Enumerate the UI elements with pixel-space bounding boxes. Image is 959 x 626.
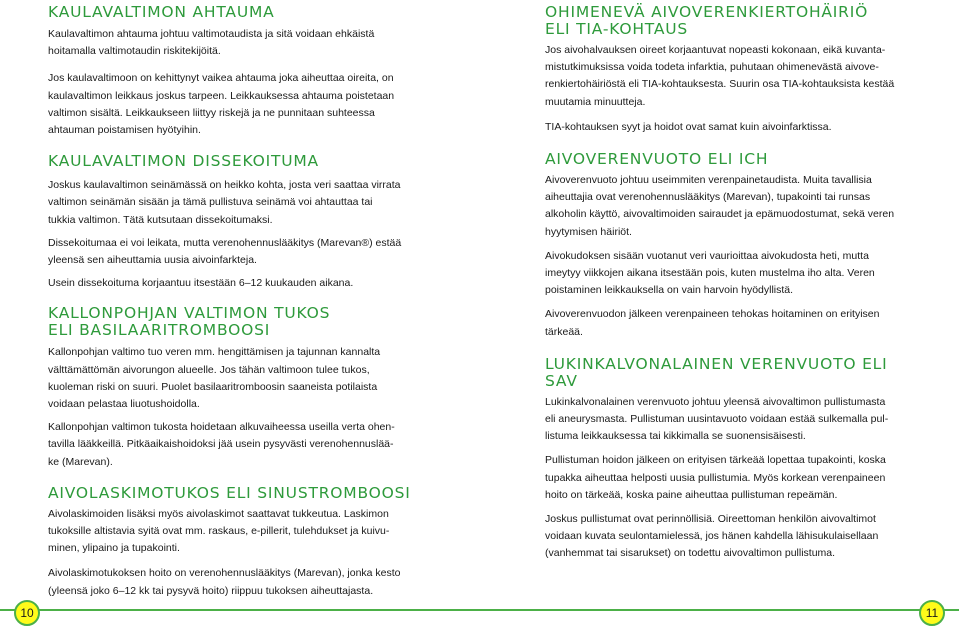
- text-line: mistutkimuksissa voida todeta infarktia, puhutaan ohimenevästä aivove-: [545, 61, 879, 74]
- heading-line: ELI BASILAARITROMBOOSI: [48, 321, 271, 340]
- paragraph: [48, 419, 426, 471]
- text-line: Kaulavaltimon ahtauma johtuu valtimotaudista ja sitä voidaan ehkäistä: [48, 28, 375, 40]
- text-line: hoito on tärkeää, koska paine aiheuttaa pullistuman repeämän.: [545, 488, 838, 501]
- text-line: renkiertohäiriöstä eli TIA-kohtauksesta. Suurin osa TIA-kohtauksista kestää: [545, 78, 895, 91]
- text-line: tupakka aiheuttaa helposti uusia pullistumia. Myös korkean verenpaineen: [545, 471, 886, 484]
- text-line: hyytymisen häiriöt.: [545, 225, 632, 238]
- text-line: poistaminen leikkauksella on vain harvoin hyödyllistä.: [545, 284, 794, 297]
- text-line: Aivoverenvuoto johtuu useimmiten verenpainetaudista. Muita tavallisia: [545, 174, 872, 187]
- text-line: Pullistuman hoidon jälkeen on erityisen tärkeää lopettaa tupakointi, koska: [545, 454, 886, 467]
- page-number-right: 11: [919, 600, 945, 626]
- page-footer: [0, 580, 959, 624]
- section-heading-sav: LUKINKALVONALAINEN VERENVUOTO ELI SAV: [545, 354, 888, 390]
- section-heading-carotid-stenosis: KAULAVALTIMON AHTAUMA: [48, 3, 275, 21]
- text-line: tavilla lääkkeillä. Pitkäaikaishoidoksi jää usein pysyvästi verenohennuslää-: [48, 438, 394, 451]
- paragraph: [545, 394, 915, 446]
- text-line: muutamia minuutteja.: [545, 95, 646, 108]
- text-line: listuma leikkauksessa tai kikkimalla se suonensisäisesti.: [545, 430, 806, 443]
- text-line: Aivolaskimoiden lisäksi myös aivolaskimot saattavat tukkeutua. Laskimon: [48, 507, 389, 520]
- paragraph: [545, 248, 915, 300]
- text-line: (vanhemmat tai sisarukset) on todettu aivovaltimon pullistuma.: [545, 547, 836, 560]
- text-line: Joskus pullistumat ovat perinnöllisiä. Oireettoman henkilön aivovaltimot: [545, 513, 876, 526]
- text-line: TIA-kohtauksen syyt ja hoidot ovat samat kuin aivoinfarktissa.: [545, 120, 832, 133]
- paragraph: [545, 306, 915, 340]
- text-line: kuoleman riski on suuri. Puolet basilaaritromboosin saaneista potilaista: [48, 380, 378, 393]
- paragraph: [48, 177, 426, 229]
- paragraph: [48, 70, 426, 139]
- text-line: voidaan kuvata seulontamielessä, jos hänen kahdella lähisukulaisellaan: [545, 530, 879, 543]
- paragraph: [48, 506, 426, 558]
- section-heading-ich: AIVOVERENVUOTO ELI ICH: [545, 150, 769, 169]
- text-line: Aivokudoksen sisään vuotanut veri vaurioittaa aivokudosta heti, mutta: [545, 249, 869, 262]
- text-line: tukkia valtimon. Tätä kutsutaan dissekoitumaksi.: [48, 213, 273, 226]
- paragraph: [48, 344, 426, 413]
- paragraph: [545, 452, 915, 504]
- heading-line: KALLONPOHJAN VALTIMON TUKOS: [48, 304, 331, 323]
- heading-line: ELI TIA-KOHTAUS: [545, 20, 689, 38]
- text-line: Jos kaulavaltimoon on kehittynyt vaikea ahtauma joka aiheuttaa oireita, on: [48, 72, 394, 85]
- paragraph: [545, 42, 915, 111]
- text-line: valtimon seinämän sisään ja tämä pullistuva seinämä voi ahtauttaa tai: [48, 196, 373, 209]
- text-line: tärkeää.: [545, 325, 583, 338]
- text-line: yleensä sen aiheuttamia uusia aivoinfarkteja.: [48, 254, 257, 267]
- section-heading-carotid-dissection: KAULAVALTIMON DISSEKOITUMA: [48, 152, 319, 171]
- section-heading-basilar-thrombosis: [48, 305, 426, 339]
- text-line: tukoksille altistavia syitä ovat mm. raskaus, e-pillerit, tulehdukset ja kuivu-: [48, 525, 390, 538]
- heading-line: OHIMENEVÄ AIVOVERENKIERTOHÄIRIÖ: [545, 3, 869, 21]
- section-heading-venous-thrombosis: AIVOLASKIMOTUKOS ELI SINUSTROMBOOSI: [48, 483, 411, 502]
- text-line: minen, ylipaino ja tupakointi.: [48, 542, 180, 555]
- left-column: [48, 0, 426, 600]
- paragraph: [545, 119, 915, 136]
- text-line: alkoholin käyttö, aivovaltimoiden sairaudet ja epämuodostumat, sekä veren: [545, 208, 895, 221]
- text-line: Dissekoitumaa ei voi leikata, mutta verenohennuslääkitys (Marevan®) estää: [48, 236, 402, 249]
- text-line: Kallonpohjan valtimon tukosta hoidetaan alkuvaiheessa useilla verta ohen-: [48, 421, 395, 434]
- text-line: hoitamalla valtimotaudin riskitekijöitä.: [48, 45, 221, 58]
- text-line: Lukinkalvonalainen verenvuoto johtuu yleensä aivovaltimon pullistumasta: [545, 395, 886, 408]
- paragraph: [545, 172, 915, 241]
- text-line: välttämättömän aivorungon alueelle. Jos tähän valtimoon tulee tukos,: [48, 363, 370, 376]
- text-line: Aivolaskimotukoksen hoito on verenohennuslääkitys (Marevan), jonka kesto: [48, 567, 401, 580]
- text-line: eli aneurysmasta. Pullistuman uusintavuoto voidaan estää sulkemalla pul-: [545, 413, 889, 426]
- text-line: Jos aivohalvauksen oireet korjaantuvat nopeasti kokonaan, eikä kuvanta-: [545, 44, 886, 56]
- text-line: voidaan pelastaa liuotushoidolla.: [48, 398, 200, 411]
- text-line: Usein dissekoituma korjaantuu itsestään 6–12 kuukauden aikana.: [48, 277, 354, 290]
- right-column: [545, 0, 915, 563]
- text-line: valtimon sisältä. Leikkaukseen liittyy riskejä ja ne punnitaan suhteessa: [48, 106, 375, 119]
- page-number-left: 10: [14, 600, 40, 626]
- text-line: (yleensä joko 6–12 kk tai pysyvä hoito) riippuu tukoksen aiheuttajasta.: [48, 584, 374, 597]
- paragraph: [48, 275, 426, 292]
- text-line: Joskus kaulavaltimon seinämässä on heikko kohta, josta veri saattaa virrata: [48, 179, 401, 192]
- section-heading-tia: [545, 4, 915, 38]
- text-line: Aivoverenvuodon jälkeen verenpaineen tehokas hoitaminen on erityisen: [545, 308, 880, 321]
- text-line: imeytyy viikkojen aikana itsestään pois, kuten mustelma iho alta. Veren: [545, 267, 875, 280]
- text-line: ahtauman poistamisen hyötyihin.: [48, 124, 201, 137]
- text-line: ke (Marevan).: [48, 455, 113, 468]
- text-line: Kallonpohjan valtimo tuo veren mm. hengittämisen ja tajunnan kannalta: [48, 346, 381, 359]
- footer-rule: [0, 609, 959, 611]
- paragraph: [48, 235, 426, 269]
- text-line: kaulavaltimon leikkaus joskus tarpeen. Leikkauksessa ahtauma poistetaan: [48, 89, 395, 102]
- paragraph: [48, 26, 426, 60]
- paragraph: [545, 511, 915, 563]
- text-line: aiheuttajia ovat verenohennuslääkitys (Marevan), tupakointi tai runsas: [545, 191, 871, 204]
